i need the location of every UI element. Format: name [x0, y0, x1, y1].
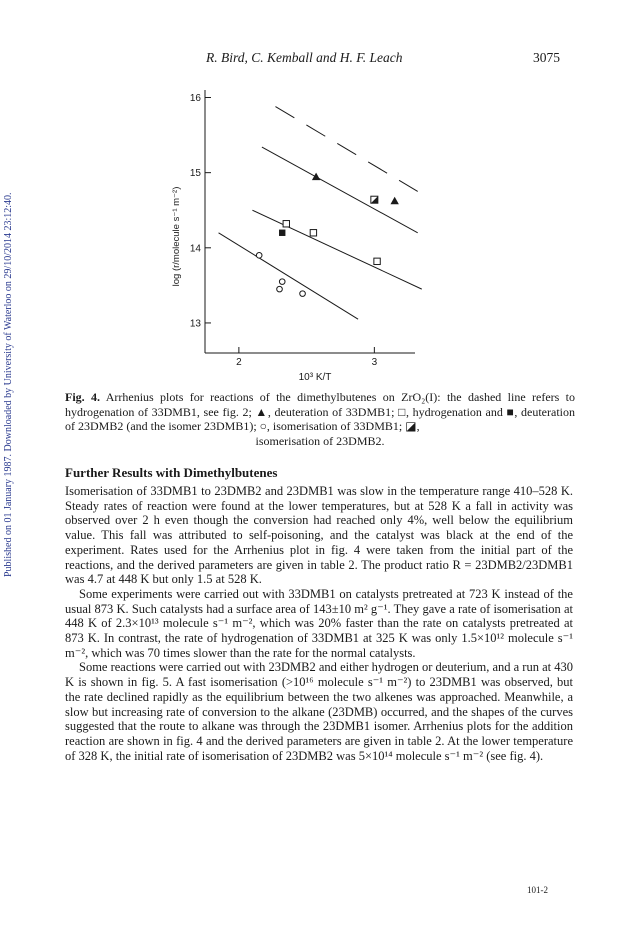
data-point-open-circle: [279, 279, 285, 285]
x-axis-label: 10³ K/T: [298, 372, 332, 383]
data-point-open-circle: [300, 291, 306, 297]
data-point-open-square: [310, 230, 316, 236]
fit-line: [219, 233, 359, 319]
fit-line: [262, 147, 418, 233]
section-heading: Further Results with Dimethylbutenes: [65, 465, 278, 480]
download-notice: Published on 01 January 1987. Downloaded by University of Waterloo on 29/10/2014 23:12:40.: [3, 192, 14, 578]
data-point-open-circle: [277, 286, 283, 292]
dashed-reference-line: [275, 107, 417, 192]
y-tick-label: 13: [189, 318, 201, 330]
caption-last-line: isomerisation of 23DMB2.: [255, 433, 385, 448]
running-head: [0, 50, 624, 70]
paragraph: Isomerisation of 33DMB1 to 23DMB2 and 23DMB1 was slow in the temperature range 410–528 K. Steady rates of reaction were found at the lower temperatures, but at 528 K a fall in activity was observed over 2 h even though the conversion had reached only 4%, well below the equilibrium value. This fall was attributed to self-poisoning, and the catalyst was black at the end of the experiment. Rates used for the Arrhenius plot in fig. 4 were taken from the initial part of the reactions, and the derived parameters are given in table 2. The product ratio R = 23DMB2/23DMB1 was 4.7 at 448 K but only 1.5 at 528 K.: [65, 484, 573, 587]
y-tick-label: 14: [189, 243, 201, 255]
data-point-open-circle: [256, 253, 262, 259]
data-point-filled-square: [279, 230, 285, 236]
arrhenius-plot: [160, 80, 460, 383]
x-tick-label: 3: [371, 357, 378, 368]
figure-caption: [65, 390, 575, 448]
page-code: 101-2: [527, 885, 548, 895]
data-point-triangle: [312, 173, 320, 181]
data-point-open-square: [374, 258, 380, 264]
paragraph: Some experiments were carried out with 33DMB1 on catalysts pretreated at 723 K instead of the usual 873 K. Such catalysts had a surface area of 143±10 m² g⁻¹. They gave a rate of isomerisation at 448 K of 2.3×10¹³ molecule s⁻¹ m⁻², which was 20% faster than the rate on catalysts pretreated at 873 K. In contrast, the rate of hydrogenation of 33DMB1 at 325 K was only 1.5×10¹² molecule s⁻¹ m⁻², which was 70 times slower than the rate for the normal catalysts.: [65, 586, 573, 660]
caption-text: Arrhenius plots for reactions of the dimethylbutenes on ZrO₂(I): the dashed line refers to hydrogenation of 33DMB1, see fig. 2; ▲, deuteration of 33DMB1; □, hydrogenation and ■, deuteration of 23DMB2 (and the isomer 23DMB1); ○, isomerisation of 33DMB1; ◪,: [65, 390, 575, 433]
page-number: 3075: [533, 50, 560, 65]
y-tick-label: 15: [189, 168, 201, 180]
y-axis-label: log (r/molecule s⁻¹ m⁻²): [171, 186, 182, 287]
data-point-triangle: [390, 197, 398, 205]
caption-label: Fig. 4.: [65, 390, 101, 404]
x-tick-label: 2: [236, 357, 242, 368]
running-head-authors: R. Bird, C. Kemball and H. F. Leach: [206, 50, 403, 65]
body-text: [65, 484, 573, 763]
figure-4: [160, 80, 460, 400]
data-point-open-square: [283, 221, 289, 227]
y-tick-label: 16: [189, 93, 201, 105]
paragraph: Some reactions were carried out with 23DMB2 and either hydrogen or deuterium, and a run at 430 K is shown in fig. 5. A fast isomerisation (>10¹⁶ molecule s⁻¹ m⁻²) to 23DMB1 was observed, but the rate declined rapidly as the equilibrium between the two alkenes was approached. Meanwhile, a slow but increasing rate of conversion to the alkane (23DMB) occurred, and the shapes of the curves suggested that the route to alkane was through the 23DMB1 isomer. Arrhenius plots for the addition reaction are shown in fig. 4 and the derived parameters are given in table 2. At the lower temperature of 328 K, the initial rate of isomerisation of 23DMB2 was 5×10¹⁴ molecule s⁻¹ m⁻² (see fig. 4).: [65, 660, 573, 763]
fit-line: [252, 210, 421, 289]
